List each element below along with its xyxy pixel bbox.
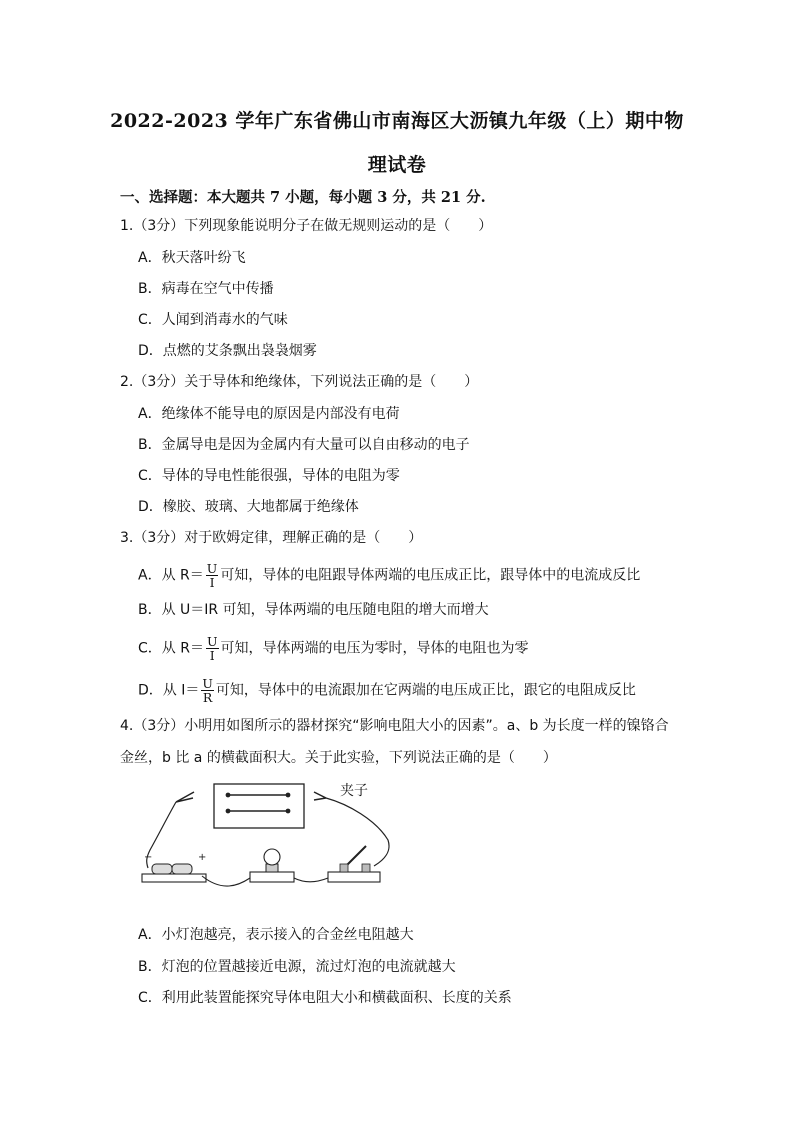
fraction-denominator: I [209,575,215,590]
bulb-base [250,872,294,882]
option-suffix: 可知，导体的电阻跟导体两端的电压成正比，跟导体中的电流成反比 [220,567,641,584]
bulb-icon [264,849,280,865]
question-2-option-c: C．导体的导电性能很强，导体的电阻为零 [138,468,400,484]
question-4-stem-line-1: 4.（3分）小明用如图所示的器材探究“影响电阻大小的因素”。a、b 为长度一样的镍铬合 [120,718,669,734]
switch-pivot [340,864,348,872]
resistance-board [214,784,304,828]
question-2-option-a: A．绝缘体不能导电的原因是内部没有电荷 [138,406,400,422]
fraction-numerator: U [206,561,218,576]
battery-negative-sign: − [144,852,153,863]
question-4-stem-line-2: 金丝，b 比 a 的横截面积大。关于此实验，下列说法正确的是（ ） [120,750,557,766]
wire-terminal [286,793,291,798]
question-2-stem: 2.（3分）关于导体和绝缘体，下列说法正确的是（ ） [120,374,479,390]
question-3-option-d [138,677,636,704]
fraction-denominator: R [202,690,213,705]
option-prefix: A．从 R＝ [138,567,204,584]
fraction-numerator: U [202,676,213,691]
question-3-option-a [138,562,640,589]
fraction-numerator: U [206,634,218,649]
question-2-option-d: D．橡胶、玻璃、大地都属于绝缘体 [138,499,359,515]
fraction [201,677,214,704]
left-clip [176,792,194,802]
paper-title-line-1: 2022-2023 学年广东省佛山市南海区大沥镇九年级（上）期中物 [110,110,684,132]
wire-battery-bulb [202,876,250,886]
question-3-stem: 3.（3分）对于欧姆定律，理解正确的是（ ） [120,530,423,546]
question-1-option-a: A．秋天落叶纷飞 [138,250,246,266]
option-prefix: D．从 I＝ [138,682,200,699]
wire-bulb-switch [294,878,328,882]
question-1-option-b: B．病毒在空气中传播 [138,281,274,297]
fraction [206,635,219,662]
switch-base [328,872,380,882]
paper-title-line-2: 理试卷 [367,154,427,176]
battery-cell [152,864,172,874]
option-suffix: 可知，导体两端的电压为零时，导体的电阻也为零 [220,640,529,657]
question-4-option-c: C．利用此装置能探究导体电阻大小和横截面积、长度的关系 [138,990,512,1006]
wire-terminal [226,809,231,814]
fraction-denominator: I [209,648,215,663]
question-1-option-d: D．点燃的艾条飘出袅袅烟雾 [138,343,317,359]
wire-terminal [226,793,231,798]
right-clip [314,792,326,800]
option-prefix: C．从 R＝ [138,640,204,657]
question-1-option-c: C．人闻到消毒水的气味 [138,312,288,328]
switch-contact [362,864,370,872]
question-3-option-b: B．从 U＝IR 可知，导体两端的电压随电阻的增大而增大 [138,602,489,618]
question-1-stem: 1.（3分）下列现象能说明分子在做无规则运动的是（ ） [120,218,493,234]
battery-cell [172,864,192,874]
clip-label: 夹子 [340,783,368,799]
option-suffix: 可知，导体中的电流跟加在它两端的电压成正比，跟它的电阻成反比 [215,682,636,699]
battery-positive-sign: + [198,852,207,863]
question-4-option-a: A．小灯泡越亮，表示接入的合金丝电阻越大 [138,927,414,943]
question-3-option-c [138,635,529,662]
section-heading: 一、选择题：本大题共 7 小题，每小题 3 分，共 21 分. [120,189,486,206]
wire-terminal [286,809,291,814]
battery-base [142,874,206,882]
question-2-option-b: B．金属导电是因为金属内有大量可以自由移动的电子 [138,437,470,453]
fraction [206,562,219,589]
question-4-option-b: B．灯泡的位置越接近电源，流过灯泡的电流就越大 [138,959,456,975]
